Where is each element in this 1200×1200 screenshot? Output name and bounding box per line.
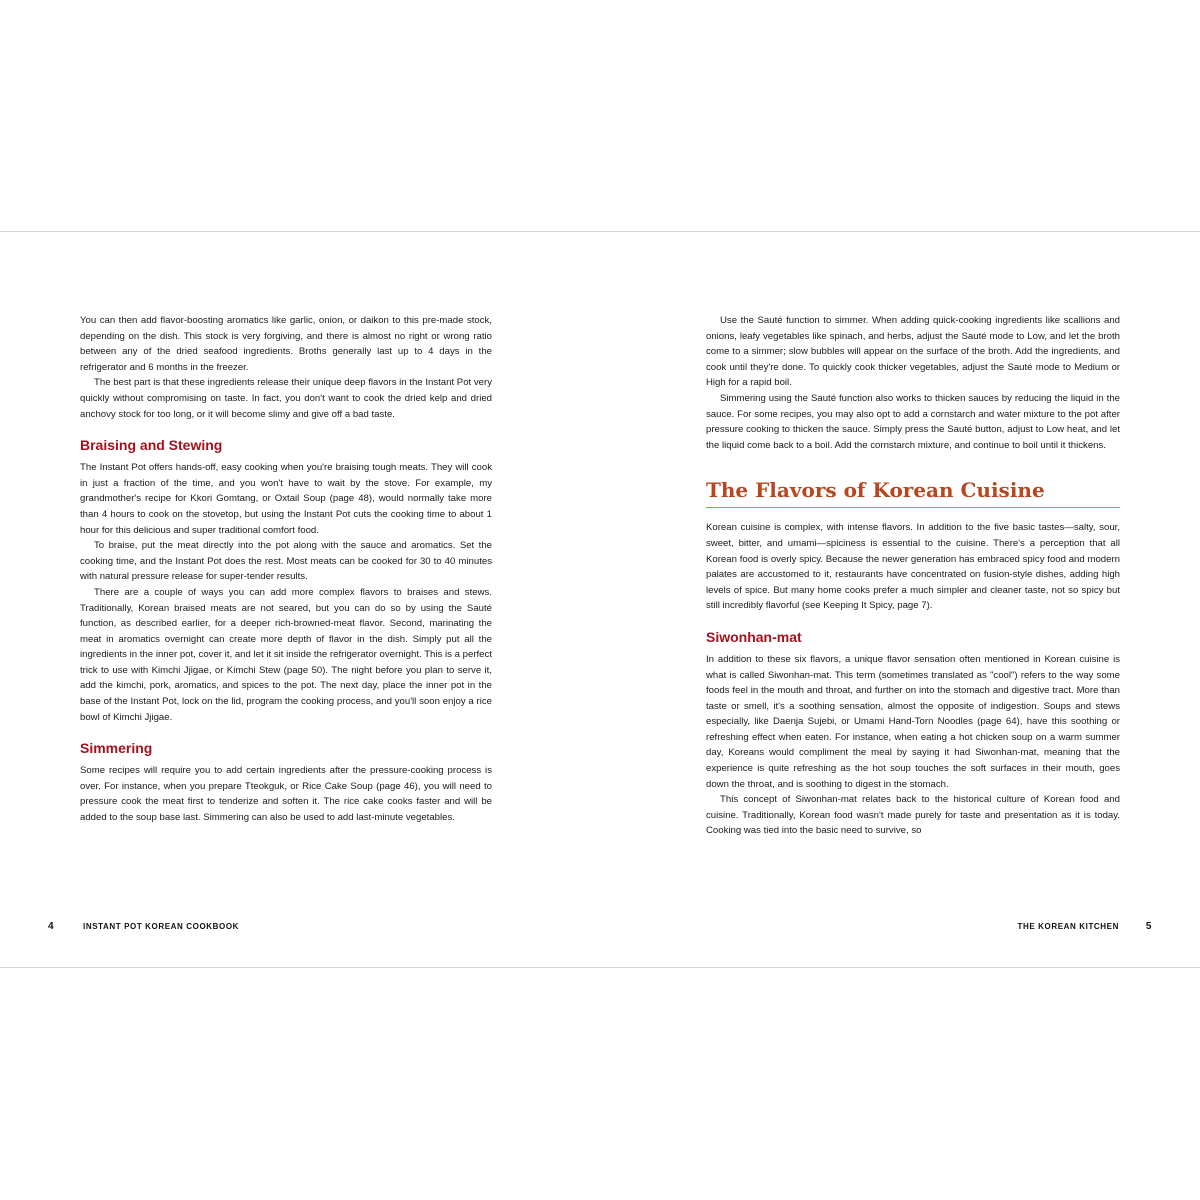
- body-paragraph: There are a couple of ways you can add more complex flavors to braises and stews. Traditionally, Korean braised meats are not seared, but you can do so by using the Sauté function, as described earlier, for a deeper rich-browned-meat flavor. Second, marinating the meat in aromatics overnight can create more depth of flavor in the dish. Simply put all the ingredients in the inner pot, cover it, and let it sit inside the refrigerator overnight. This is a perfect trick to use with Kimchi Jjigae, or Kimchi Stew (page 50). The night before you plan to serve it, add the kimchi, pork, aromatics, and spices to the pot. The next day, place the inner pot in the base of the Instant Pot, lock on the lid, program the cooking process, and you'll soon enjoy a rice bowl of Kimchi Jjigae.: [80, 586, 492, 723]
- left-footer: [48, 921, 239, 933]
- body-paragraph: To braise, put the meat directly into the pot along with the sauce and aromatics. Set the cooking time, and the Instant Pot does the rest. Most meats can be cooked for 30 to 40 minutes with natural pressure release for super-tender results.: [80, 540, 492, 583]
- page-number: 5: [1145, 921, 1152, 932]
- running-head: INSTANT POT KOREAN COOKBOOK: [83, 922, 240, 931]
- body-paragraph: In addition to these six flavors, a unique flavor sensation often mentioned in Korean cuisine is what is called Siwonhan-mat. This term (sometimes translated as "cool") refers to the way some foods feel in the mouth and throat, and further on into the stomach and digestive tract. More than taste or smell, it's a soothing sensation, almost the opposite of indigestion. Soups and stews especially, like Daenja Sujebi, or Umami Hand-Torn Noodles (page 64), have this soothing or refreshing effect when eaten. For instance, when eating a hot chicken soup on a warm summer day, Koreans would compliment the meal by saying it had Siwonhan-mat, meaning that the experience is quite refreshing as the hot soup touches the soft surfaces in their mouth, goes down the throat, and is soothing to digest in the stomach.: [706, 653, 1120, 790]
- left-page: [80, 313, 492, 826]
- running-head: THE KOREAN KITCHEN: [1017, 922, 1119, 931]
- body-paragraph: The best part is that these ingredients release their unique deep flavors in the Instant Pot very quickly without compromising on taste. In fact, you don't want to cook the dried kelp and dried anchovy stock for too long, or it will become slimy and give off a bad taste.: [80, 377, 492, 420]
- page-number: 4: [48, 921, 55, 932]
- body-paragraph: This concept of Siwonhan-mat relates back to the historical culture of Korean food and cuisine. Traditionally, Korean food wasn't made purely for taste and presentation as it is today. Cooking was tied into the basic need to survive, so: [706, 794, 1120, 837]
- body-paragraph: Simmering using the Sauté function also works to thicken sauces by reducing the liquid in the sauce. For some recipes, you may also opt to add a cornstarch and water mixture to the pot after pressure cooking to thicken the sauce. Simply press the Sauté button, adjust to Low heat, and let the liquid come back to a boil. Add the cornstarch mixture, and continue to boil until it thickens.: [706, 392, 1120, 451]
- subheading-siwonhan-mat: Siwonhan-mat: [706, 628, 802, 645]
- subheading-braising-and-stewing: Braising and Stewing: [80, 437, 223, 454]
- book-spread: [0, 231, 1200, 968]
- right-footer: [1018, 921, 1152, 933]
- right-page: [706, 313, 1120, 839]
- body-paragraph: Use the Sauté function to simmer. When adding quick-cooking ingredients like scallions and onions, leafy vegetables like spinach, and herbs, adjust the Sauté mode to Low, and let the broth come to a simmer; slow bubbles will appear on the surface of the broth. Add the ingredients, and cook until they're done. To quickly cook thicker vegetables, adjust the Sauté mode to Medium or High for a rapid boil.: [706, 315, 1120, 389]
- body-paragraph: The Instant Pot offers hands-off, easy cooking when you're braising tough meats. They will cook in just a fraction of the time, and you won't have to wait by the stove. For example, my grandmother's recipe for Kkori Gomtang, or Oxtail Soup (page 48), would normally take more than 4 hours to cook on the stovetop, but using the Instant Pot cuts the cooking time to about 1 hour for this delicious and super traditional comfort food.: [80, 462, 492, 536]
- body-paragraph: Korean cuisine is complex, with intense flavors. In addition to the five basic tastes—salty, sour, sweet, bitter, and umami—spiciness is essential to the cuisine. There's a perception that all Korean food is overly spicy. Because the newer generation has embraced spicy food and modern palates are accustomed to it, restaurants have concentrated on fusion-style dishes, adding high levels of spice. But many home cooks prefer a much simpler and cleaner taste, not so spicy but still incredibly flavorful (see Keeping It Spicy, page 7).: [706, 522, 1120, 612]
- body-paragraph: You can then add flavor-boosting aromatics like garlic, onion, or daikon to this pre-made stock, depending on the dish. This stock is very forgiving, and there is almost no right or wrong ratio between any of the dried seafood ingredients. Broths generally last up to 4 days in the refrigerator and 6 months in the freezer.: [80, 315, 492, 373]
- subheading-simmering: Simmering: [80, 740, 153, 757]
- section-title: The Flavors of Korean Cuisine: [706, 477, 1120, 508]
- body-paragraph: Some recipes will require you to add certain ingredients after the pressure-cooking process is over. For instance, when you prepare Tteokguk, or Rice Cake Soup (page 46), you will need to pressure cook the meat first to tenderize and soften it. The rice cake cooks faster and will be added to the soup base last. Simmering can also be used to add last-minute vegetables.: [80, 765, 492, 824]
